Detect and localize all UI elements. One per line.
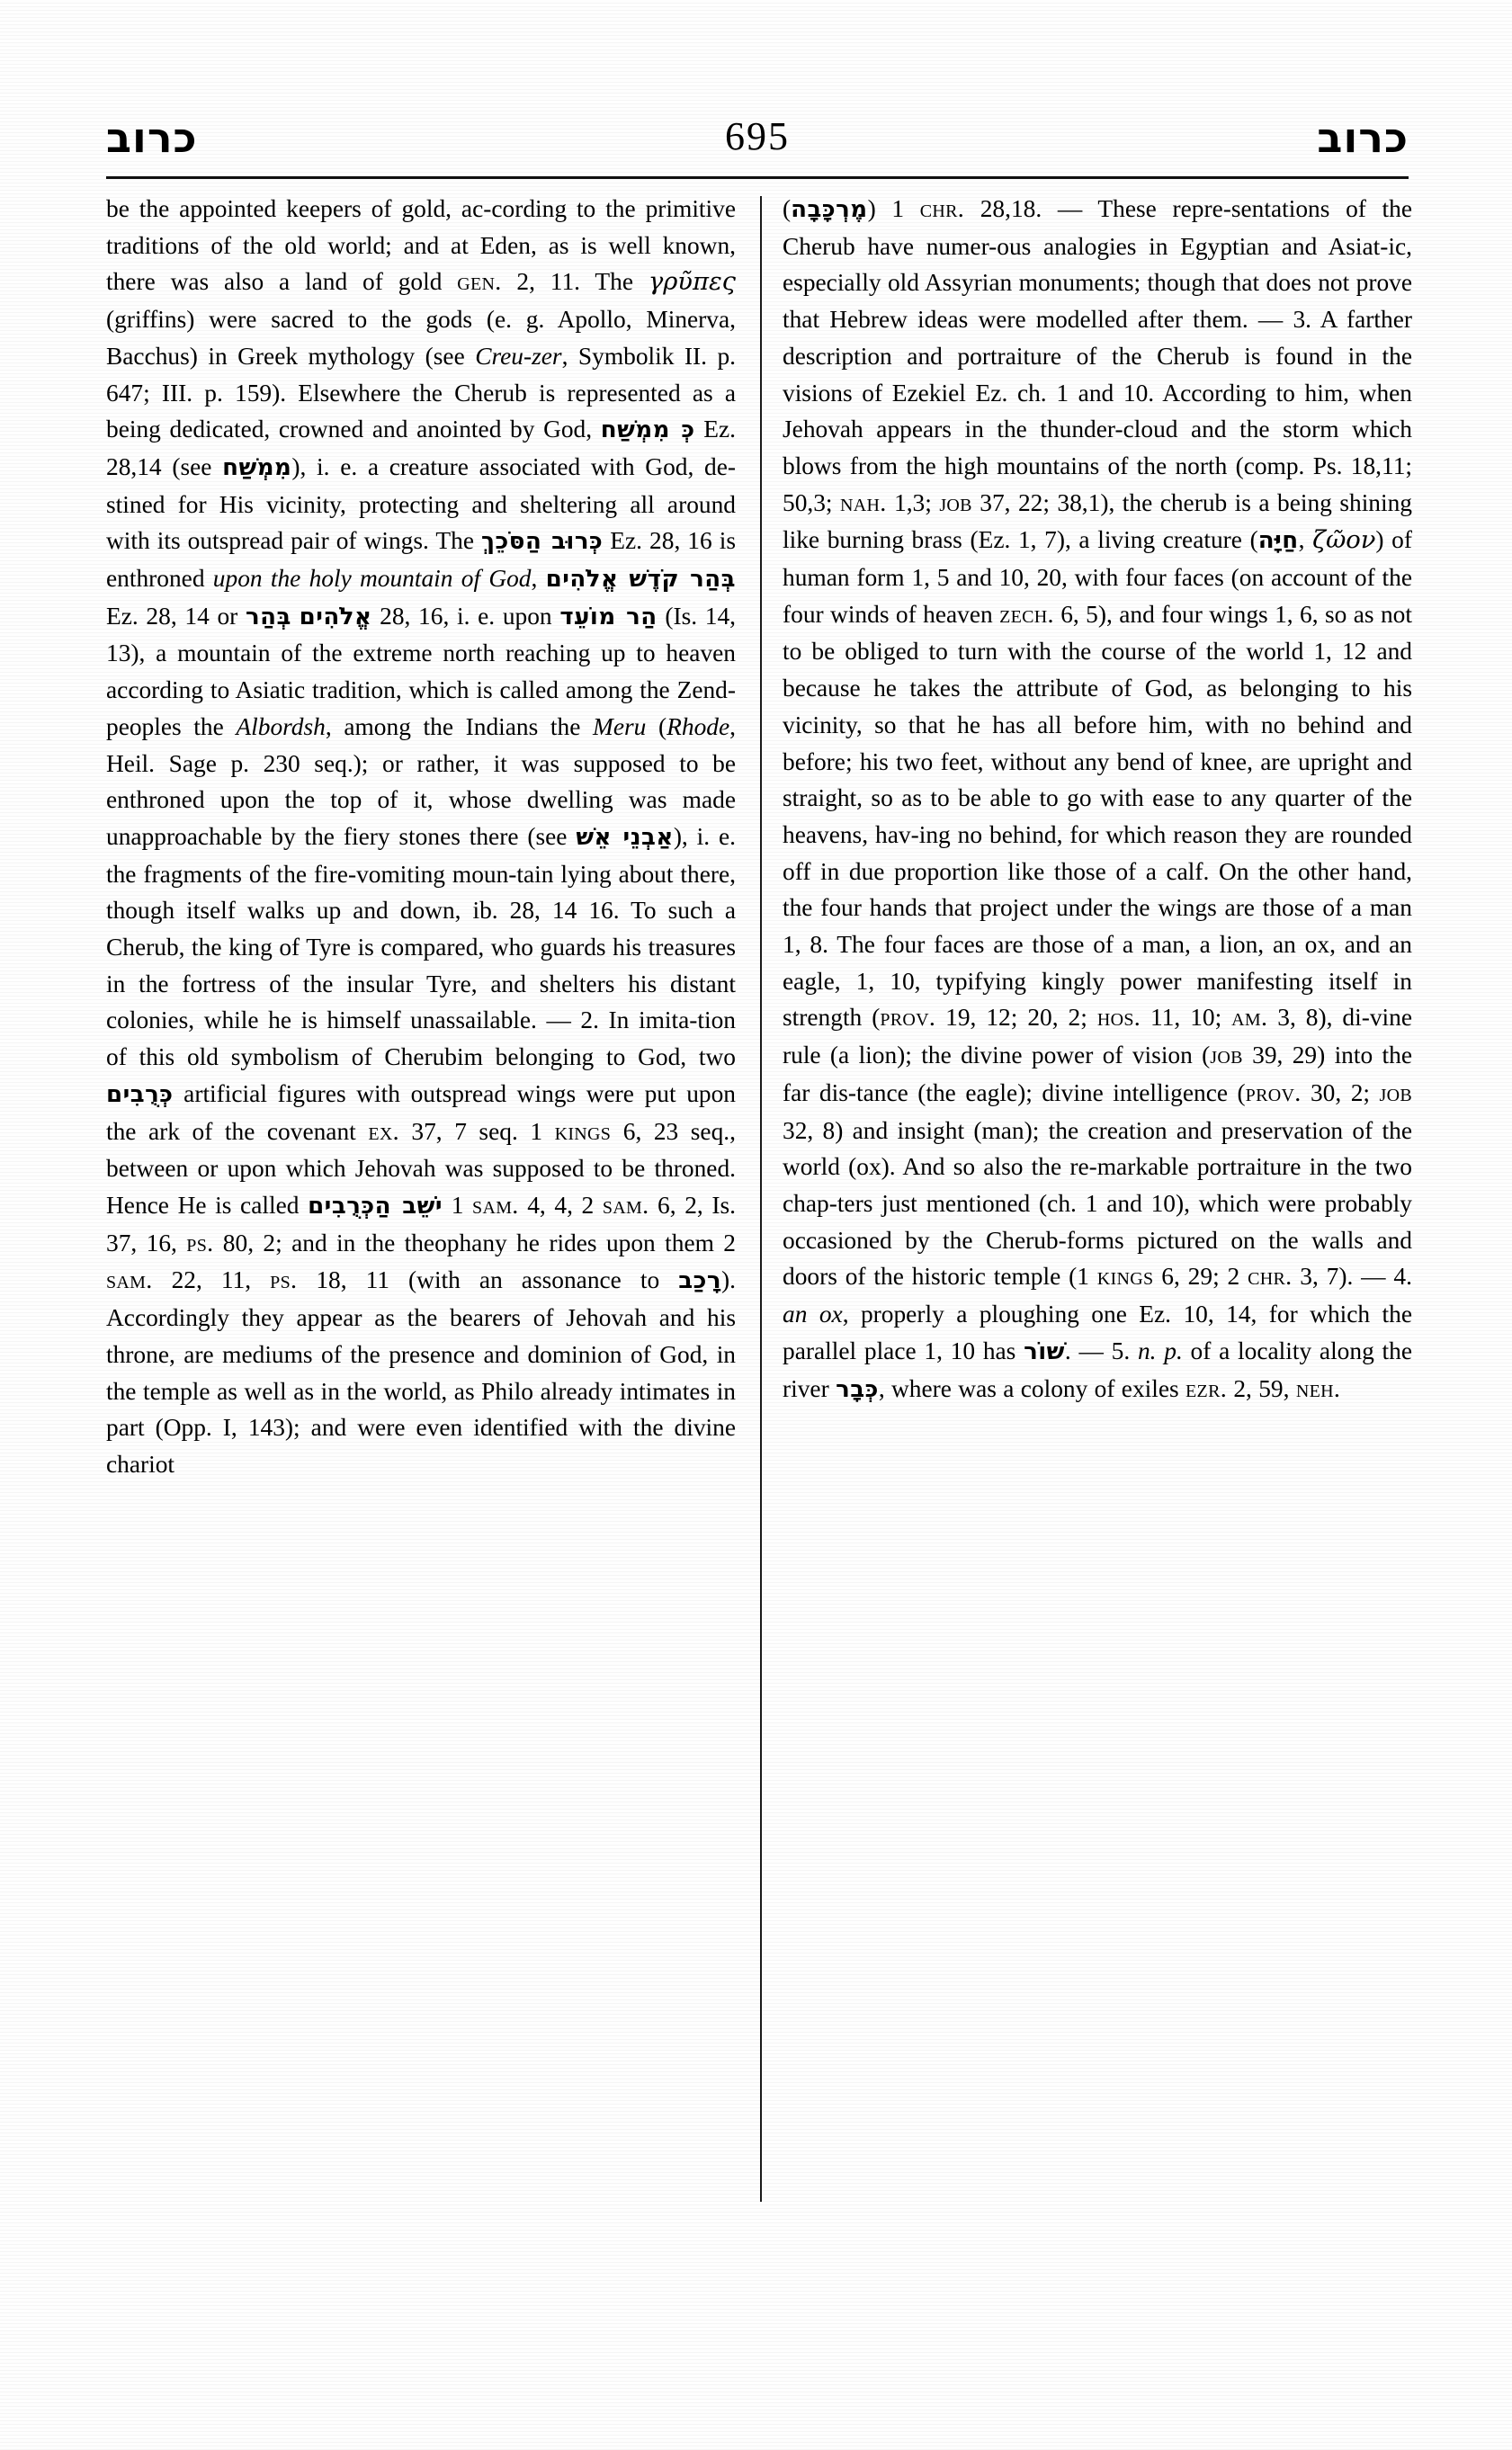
column-right — [783, 191, 1412, 1408]
column-left-text: be the appointed keepers of gold, ac-cording to the primitive traditions of the old world; and at Eden, as is well known, there was also a land of gold gen. 2, 11. The γρῦπες (griffins) were sacred to the gods (e. g. Apollo, Minerva, Bacchus) in Greek mythology (see Creu-zer, Symbolik II. p. 647; III. p. 159). Elsewhere the Cherub is represented as a being dedicated, crowned and anointed by God, כְּ מִמְשַׁח Ez. 28,14 (see מִמְשַׁח), i. e. a creature associated with God, de-stined for His vicinity, protecting and sheltering all around with its outspread pair of wings. The כְּרוּב הַסֹּכֵךְ Ez. 28, 16 is enthroned upon the holy mountain of God, בְּהַר קֹדֶשׁ אֱלֹהִים Ez. 28, 14 or בְּהַר אֱלֹהִים 28, 16, i. e. upon הַר מוֹעֵד (Is. 14, 13), a mountain of the extreme north reaching up to heaven according to Asiatic tradition, which is called among the Zend-peoples the Albordsh, among the Indians the Meru (Rhode, Heil. Sage p. 230 seq.); or rather, it was supposed to be enthroned upon the top of it, whose dwelling was made unapproachable by the fiery stones there (see אַבְנֵי אֵשׁ), i. e. the fragments of the fire-vomiting moun-tain lying about there, though itself walks up and down, ib. 28, 14 16. To such a Cherub, the king of Tyre is compared, who guards his treasures in the fortress of the insular Tyre, and shelters his distant colonies, while he is himself unassailable. — 2. In imita-tion of this old symbolism of Cherubim belonging to God, two כְּרֻבִים artificial figures with outspread wings were put upon the ark of the covenant ex. 37, 7 seq. 1 kings 6, 23 seq., between or upon which Jehovah was supposed to be throned. Hence He is called יֹשֵׁב הַכְּרֻבִים 1 sam. 4, 4, 2 sam. 6, 2, Is. 37, 16, ps. 80, 2; and in the theophany he rides upon them 2 sam. 22, 11, ps. 18, 11 (with an assonance to רָכַב). Accordingly they appear as the bearers of Jehovah and his throne, are mediums of the presence and dominion of God, in the temple as well as in the world, as Philo already intimates in part (Opp. I, 143); and were even identified with the divine chariot — [106, 195, 737, 1478]
column-right-text: (מֶרְכָּבָה) 1 chr. 28,18. — These repre-sentations of the Cherub have numer-ous analogies in Egyptian and Asiat-ic, especially old Assyrian monuments; though that does not prove that Hebrew ideas were modelled after them. — 3. A farther description and portraiture of the Cherub is found in the visions of Ezekiel Ez. ch. 1 and 10. According to him, when Jehovah appears in the thunder-cloud and the storm which blows from the high mountains of the north (comp. Ps. 18,11; 50,3; nah. 1,3; job 37, 22; 38,1), the cherub is a being shining like burning brass (Ez. 1, 7), a living creature (חַיָּה, ζῶον) of human form 1, 5 and 10, 20, with four faces (on account of the four winds of heaven zech. 6, 5), and four wings 1, 6, so as not to be obliged to turn with the course of the world 1, 12 and because he takes the attribute of God, as belonging to his vicinity, so that he has all before him, with no behind and before; his two feet, without any bend of knee, are upright and straight, so as to be able to go with ease to any quarter of the heavens, hav-ing no behind, for which reason they are rounded off in due proportion like those of a calf. On the other hand, the four hands that project under the wings are those of a man 1, 8. The four faces are those of a man, a lion, an ox, and an eagle, 1, 10, typifying kingly power manifesting itself in strength (prov. 19, 12; 20, 2; hos. 11, 10; am. 3, 8), di-vine rule (a lion); the divine power of vision (job 39, 29) into the far dis-tance (the eagle); divine intelligence (prov. 30, 2; job 32, 8) and insight (man); the creation and preservation of the world (ox). And so also the re-markable portraiture in the two chap-ters just mentioned (ch. 1 and 10), which were probably occasioned by the Cherub-forms pictured on the walls and doors of the historic temple (1 kings 6, 29; 2 chr. 3, 7). — 4. an ox, properly a ploughing one Ez. 10, 14, for which the parallel place 1, 10 has שׁוֹר. — 5. n. p. of a locality along the river כְּבָר, where was a colony of exiles ezr. 2, 59, neh. — [783, 195, 1413, 1403]
header-rule — [106, 176, 1409, 179]
column-divider-rule — [760, 196, 762, 2202]
page-number: 695 — [725, 114, 790, 158]
running-head-hebrew-left: כרוב — [106, 113, 198, 162]
running-head — [106, 88, 1409, 162]
column-left — [106, 191, 736, 1483]
running-head-hebrew-right: כרוב — [1317, 113, 1409, 162]
